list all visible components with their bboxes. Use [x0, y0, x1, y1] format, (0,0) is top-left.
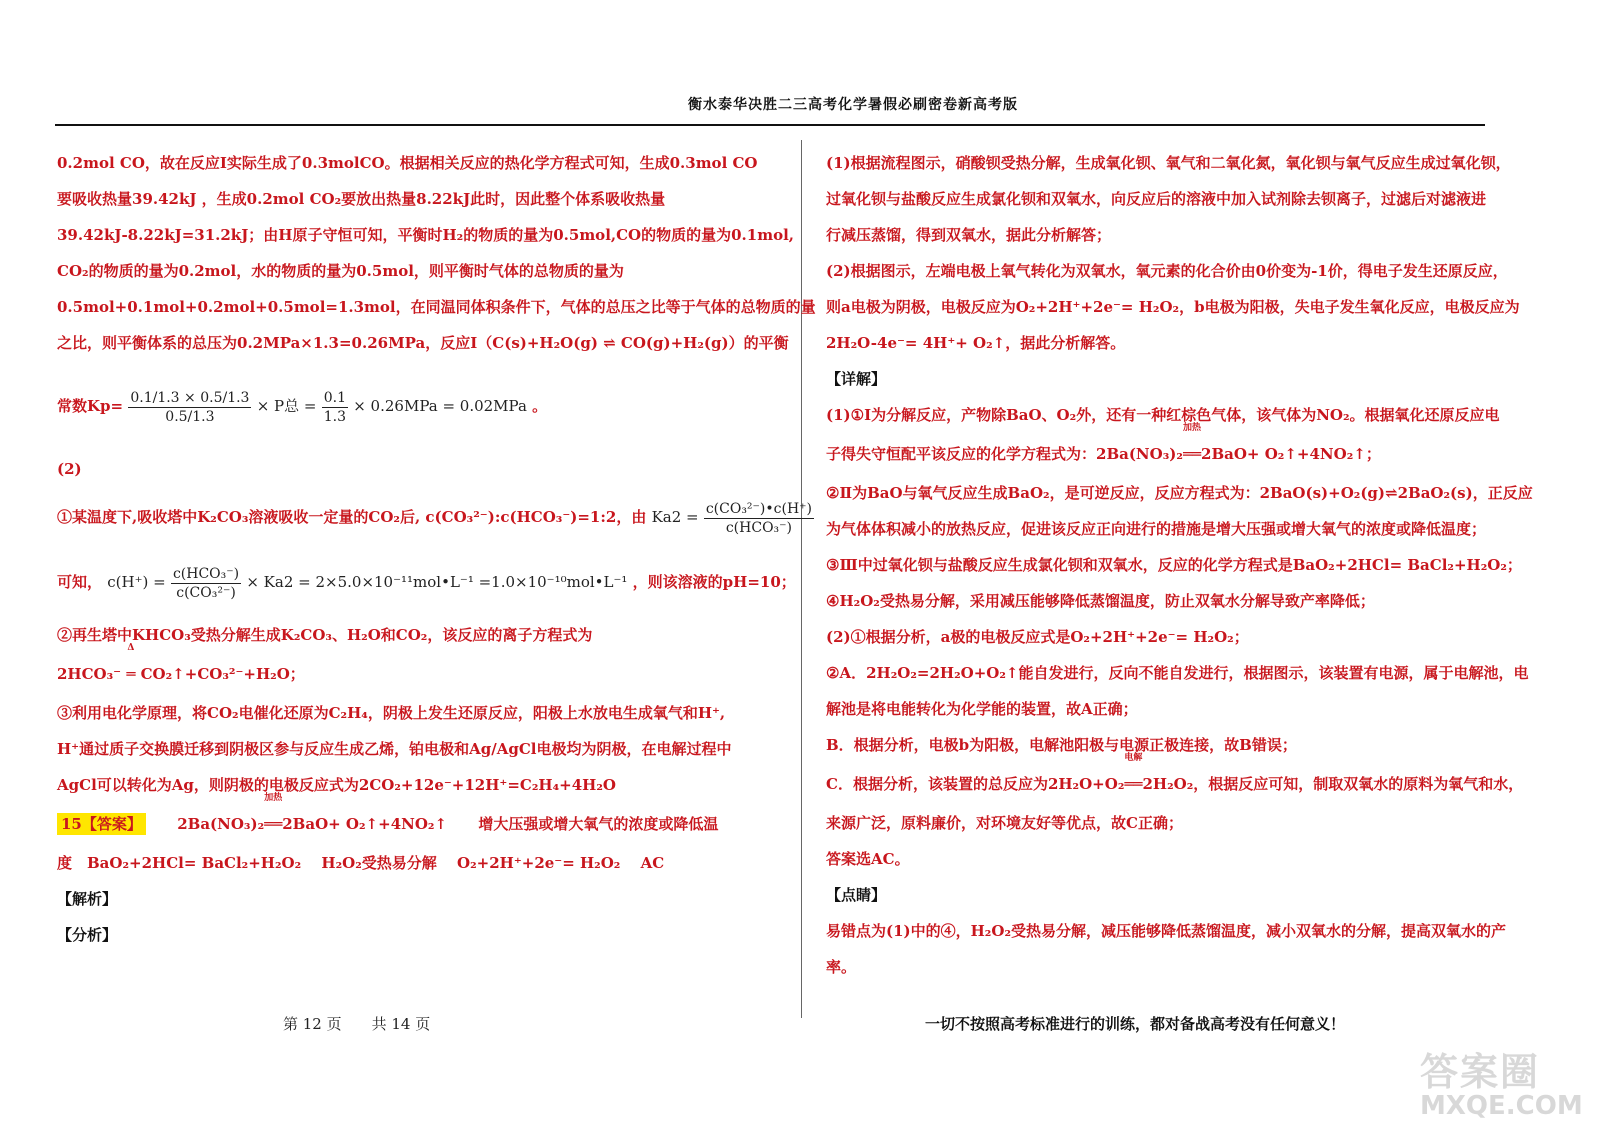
ka-label: Ka2 = — [651, 508, 699, 526]
kp-fraction — [128, 389, 251, 426]
text-line: (1)①Ⅰ为分解反应，产物除BaO、O₂外，还有一种红棕色气体，该气体为NO₂。根据氧化还原反应电 — [826, 406, 1500, 424]
kp2-numerator: 0.1 — [323, 389, 346, 406]
kp-formula — [57, 361, 792, 451]
text-line: ③Ⅲ中过氧化钡与盐酸反应生成氯化钡和双氧水，反应的化学方程式是BaO₂+2HCl= BaCl₂+H₂O₂； — [826, 556, 1522, 574]
kp-numerator: 0.1/1.3 × 0.5/1.3 — [130, 389, 250, 406]
text-line: 39.42kJ-8.22kJ=31.2kJ；由H原子守恒可知，平衡时H₂的物质的量为0.5mol,CO的物质的量为0.1mol, — [57, 226, 795, 244]
heat-label: 加热 — [264, 793, 283, 803]
footer-slogan: 一切不按照高考标准进行的训练，都对备战高考没有任何意义！ — [925, 1015, 1346, 1033]
heat-arrow: 加热 ══ — [1182, 423, 1202, 463]
text-line: 过氧化钡与盐酸反应生成氯化钡和双氧水，向反应后的溶液中加入试剂除去钡离子，过滤后对滤液进 — [826, 190, 1487, 208]
ka-denominator: c(HCO₃⁻) — [725, 519, 793, 536]
text-line: (2)根据图示，左端电极上氧气转化为双氧水，氧元素的化合价由0价变为-1价，得电子发生还原反应， — [826, 262, 1508, 280]
kp2-denominator: 1.3 — [323, 408, 346, 425]
ph-denominator: c(CO₃²⁻) — [176, 584, 236, 601]
text-line: B．根据分析，电极b为阳极，电解池阳极与电源正极连接，故B错误； — [826, 736, 1297, 754]
kp-label: 常数Kp= — [57, 397, 124, 415]
ph-fraction — [171, 565, 241, 602]
text-line: 0.5mol+0.1mol+0.2mol+0.5mol=1.3mol，在同温同体积条件下，气体的总压之比等于气体的总物质的量 — [57, 298, 816, 316]
text-line: 要吸收热量39.42kJ ，生成0.2mol CO₂要放出热量8.22kJ此时，因此整个体系吸收热量 — [57, 190, 666, 208]
text-line: 为气体体积减小的放热反应，促进该反应正向进行的措施是增大压强或增大氧气的浓度或降低温度； — [826, 520, 1487, 538]
ka-line — [57, 487, 813, 547]
ans-tail: 增大压强或增大氧气的浓度或降低温 — [478, 815, 719, 833]
eq-right: 2H₂O₂，根据反应可知，制取双氧水的原料为氧气和水， — [1142, 775, 1524, 793]
text-line: (1)根据流程图示，硝酸钡受热分解，生成氧化钡、氧气和二氧化氮，氧化钡与氧气反应生成过氧化钡， — [826, 154, 1511, 172]
text-line: 易错点为(1)中的④，H₂O₂受热易分解，减压能够降低蒸馏温度，减小双氧水的分解，提高双氧水的产 — [826, 922, 1507, 940]
ka-fraction — [704, 500, 814, 537]
text-line: H⁺通过质子交换膜迁移到阴极区参与反应生成乙烯，铂电极和Ag/AgCl电极均为阴极，在电解过程中 — [57, 740, 732, 758]
watermark-logo — [1420, 1052, 1590, 1122]
text-line: ④H₂O₂受热易分解，采用减压能够降低蒸馏温度，防止双氧水分解导致产率降低； — [826, 592, 1375, 610]
ion-eq-right: CO₂↑+CO₃²⁻+H₂O； — [140, 665, 305, 683]
xiangjie-label: 【详解】 — [826, 370, 887, 388]
section-label: (2) — [57, 460, 82, 478]
text-line: ②再生塔中KHCO₃受热分解生成K₂CO₃、H₂O和CO₂，该反应的离子方程式为 — [57, 626, 593, 644]
page-number: 第 12 页 共 14 页 — [283, 1015, 431, 1033]
text-line: AgCl可以转化为Ag，则阴极的电极反应式为2CO₂+12e⁻+12H⁺=C₂H₄+4H₂O — [57, 776, 616, 794]
ph-pre: 可知， — [57, 573, 103, 591]
text-line: (2)①根据分析，a极的电极反应式是O₂+2H⁺+2e⁻= H₂O₂； — [826, 628, 1249, 646]
eq-right: 2BaO+ O₂↑+4NO₂↑； — [1201, 445, 1381, 463]
heat-arrow: Δ ═ — [126, 643, 136, 683]
ph-math-left: c(H⁺) = — [107, 573, 166, 591]
text-line: 解池是将电能转化为化学能的装置，故A正确； — [826, 700, 1138, 718]
heat-label: 加热 — [1182, 423, 1201, 433]
text-line: 度 BaO₂+2HCl= BaCl₂+H₂O₂ H₂O₂受热易分解 O₂+2H⁺+2e⁻= H₂O₂ AC — [57, 854, 665, 872]
text-line: 答案选AC。 — [826, 850, 910, 868]
text-line: CO₂的物质的量为0.2mol，水的物质的量为0.5mol，则平衡时气体的总物质的量为 — [57, 262, 624, 280]
ion-eq-left: 2HCO₃⁻ — [57, 665, 122, 683]
page-header-title: 衡水泰华决胜二三高考化学暑假必刷密卷新高考版 — [688, 97, 1018, 113]
ph-math-right: × Ka2 = 2×5.0×10⁻¹¹mol•L⁻¹ =1.0×10⁻¹⁰mol•L⁻¹ — [246, 573, 628, 591]
dianjing-label: 【点睛】 — [826, 886, 887, 904]
left-column — [57, 145, 816, 953]
watermark-line2: MXQE.COM — [1420, 1091, 1583, 1121]
ion-equation — [57, 643, 792, 695]
text-line: ②A．2H₂O₂=2H₂O+O₂↑能自发进行，反向不能自发进行，根据图示，该装置有电源，属于电解池，电 — [826, 664, 1529, 682]
text-line: 0.2mol CO，故在反应Ⅰ实际生成了0.3molCO。根据相关反应的热化学方程式可知，生成0.3mol CO — [57, 154, 758, 172]
ph-end: ，则该溶液的pH=10； — [632, 573, 796, 591]
kp-result: × 0.26MPa = 0.02MPa — [353, 397, 527, 415]
kp-fraction-2 — [322, 389, 348, 426]
eq-left: C．根据分析，该装置的总反应为2H₂O+O₂ — [826, 775, 1125, 793]
text-line: 则a电极为阴极，电极反应为O₂+2H⁺+2e⁻= H₂O₂，b电极为阳极，失电子发生氧化反应，电极反应为 — [826, 298, 1520, 316]
q1-text: ①某温度下,吸收塔中K₂CO₃溶液吸收一定量的CO₂后, c(CO₃²⁻):c(HCO₃⁻)=1:2，由 — [57, 508, 647, 526]
jiexi-label: 【解析】 — [57, 890, 118, 908]
text-line: 率。 — [826, 958, 857, 976]
text-line: 2H₂O-4e⁻= 4H⁺+ O₂↑，据此分析解答。 — [826, 334, 1126, 352]
ans-eq-left: 2Ba(NO₃)₂ — [177, 815, 265, 833]
text-line: ③利用电化学原理，将CO₂电催化还原为C₂H₄，阴极上发生还原反应，阳极上水放电生成氧气和H⁺, — [57, 704, 726, 722]
text-line: ②Ⅱ为BaO与氧气反应生成BaO₂，是可逆反应，反应方程式为：2BaO(s)+O₂(g)⇌2BaO₂(s)，正反应 — [826, 484, 1533, 502]
ph-line — [57, 547, 796, 617]
text-line: 行减压蒸馏，得到双氧水，据此分析解答； — [826, 226, 1112, 244]
heat-arrow: 加热 ══ — [264, 793, 283, 833]
kp-denominator: 0.5/1.3 — [165, 408, 215, 425]
column-divider — [801, 140, 802, 1018]
electrolysis-arrow: 电解 ══ — [1124, 753, 1143, 793]
header-rule — [55, 124, 1485, 126]
equation-line — [826, 423, 1556, 475]
kp-end: 。 — [532, 397, 548, 415]
answer-tag: 15【答案】 — [57, 813, 146, 835]
electrolysis-label: 电解 — [1124, 753, 1143, 763]
kp-times: × P总 = — [256, 397, 317, 415]
right-column — [826, 145, 1556, 985]
answer-line — [57, 793, 792, 845]
text-line: 之比，则平衡体系的总压为0.2MPa×1.3=0.26MPa，反应Ⅰ（C(s)+H₂O(g) ⇌ CO(g)+H₂(g)）的平衡 — [57, 334, 789, 352]
text-line: 来源广泛，原料廉价，对环境友好等优点，故C正确； — [826, 814, 1183, 832]
watermark-line1: 答案圈 — [1420, 1050, 1541, 1094]
eq-left: 子得失守恒配平该反应的化学方程式为：2Ba(NO₃)₂ — [826, 445, 1183, 463]
delta-symbol: Δ — [127, 643, 135, 653]
fenxi-label: 【分析】 — [57, 926, 118, 944]
ph-numerator: c(HCO₃⁻) — [172, 565, 240, 582]
ans-eq-right: 2BaO+ O₂↑+4NO₂↑ — [282, 815, 448, 833]
equation-line — [826, 753, 1556, 805]
ka-numerator: c(CO₃²⁻)•c(H⁺) — [705, 500, 813, 517]
